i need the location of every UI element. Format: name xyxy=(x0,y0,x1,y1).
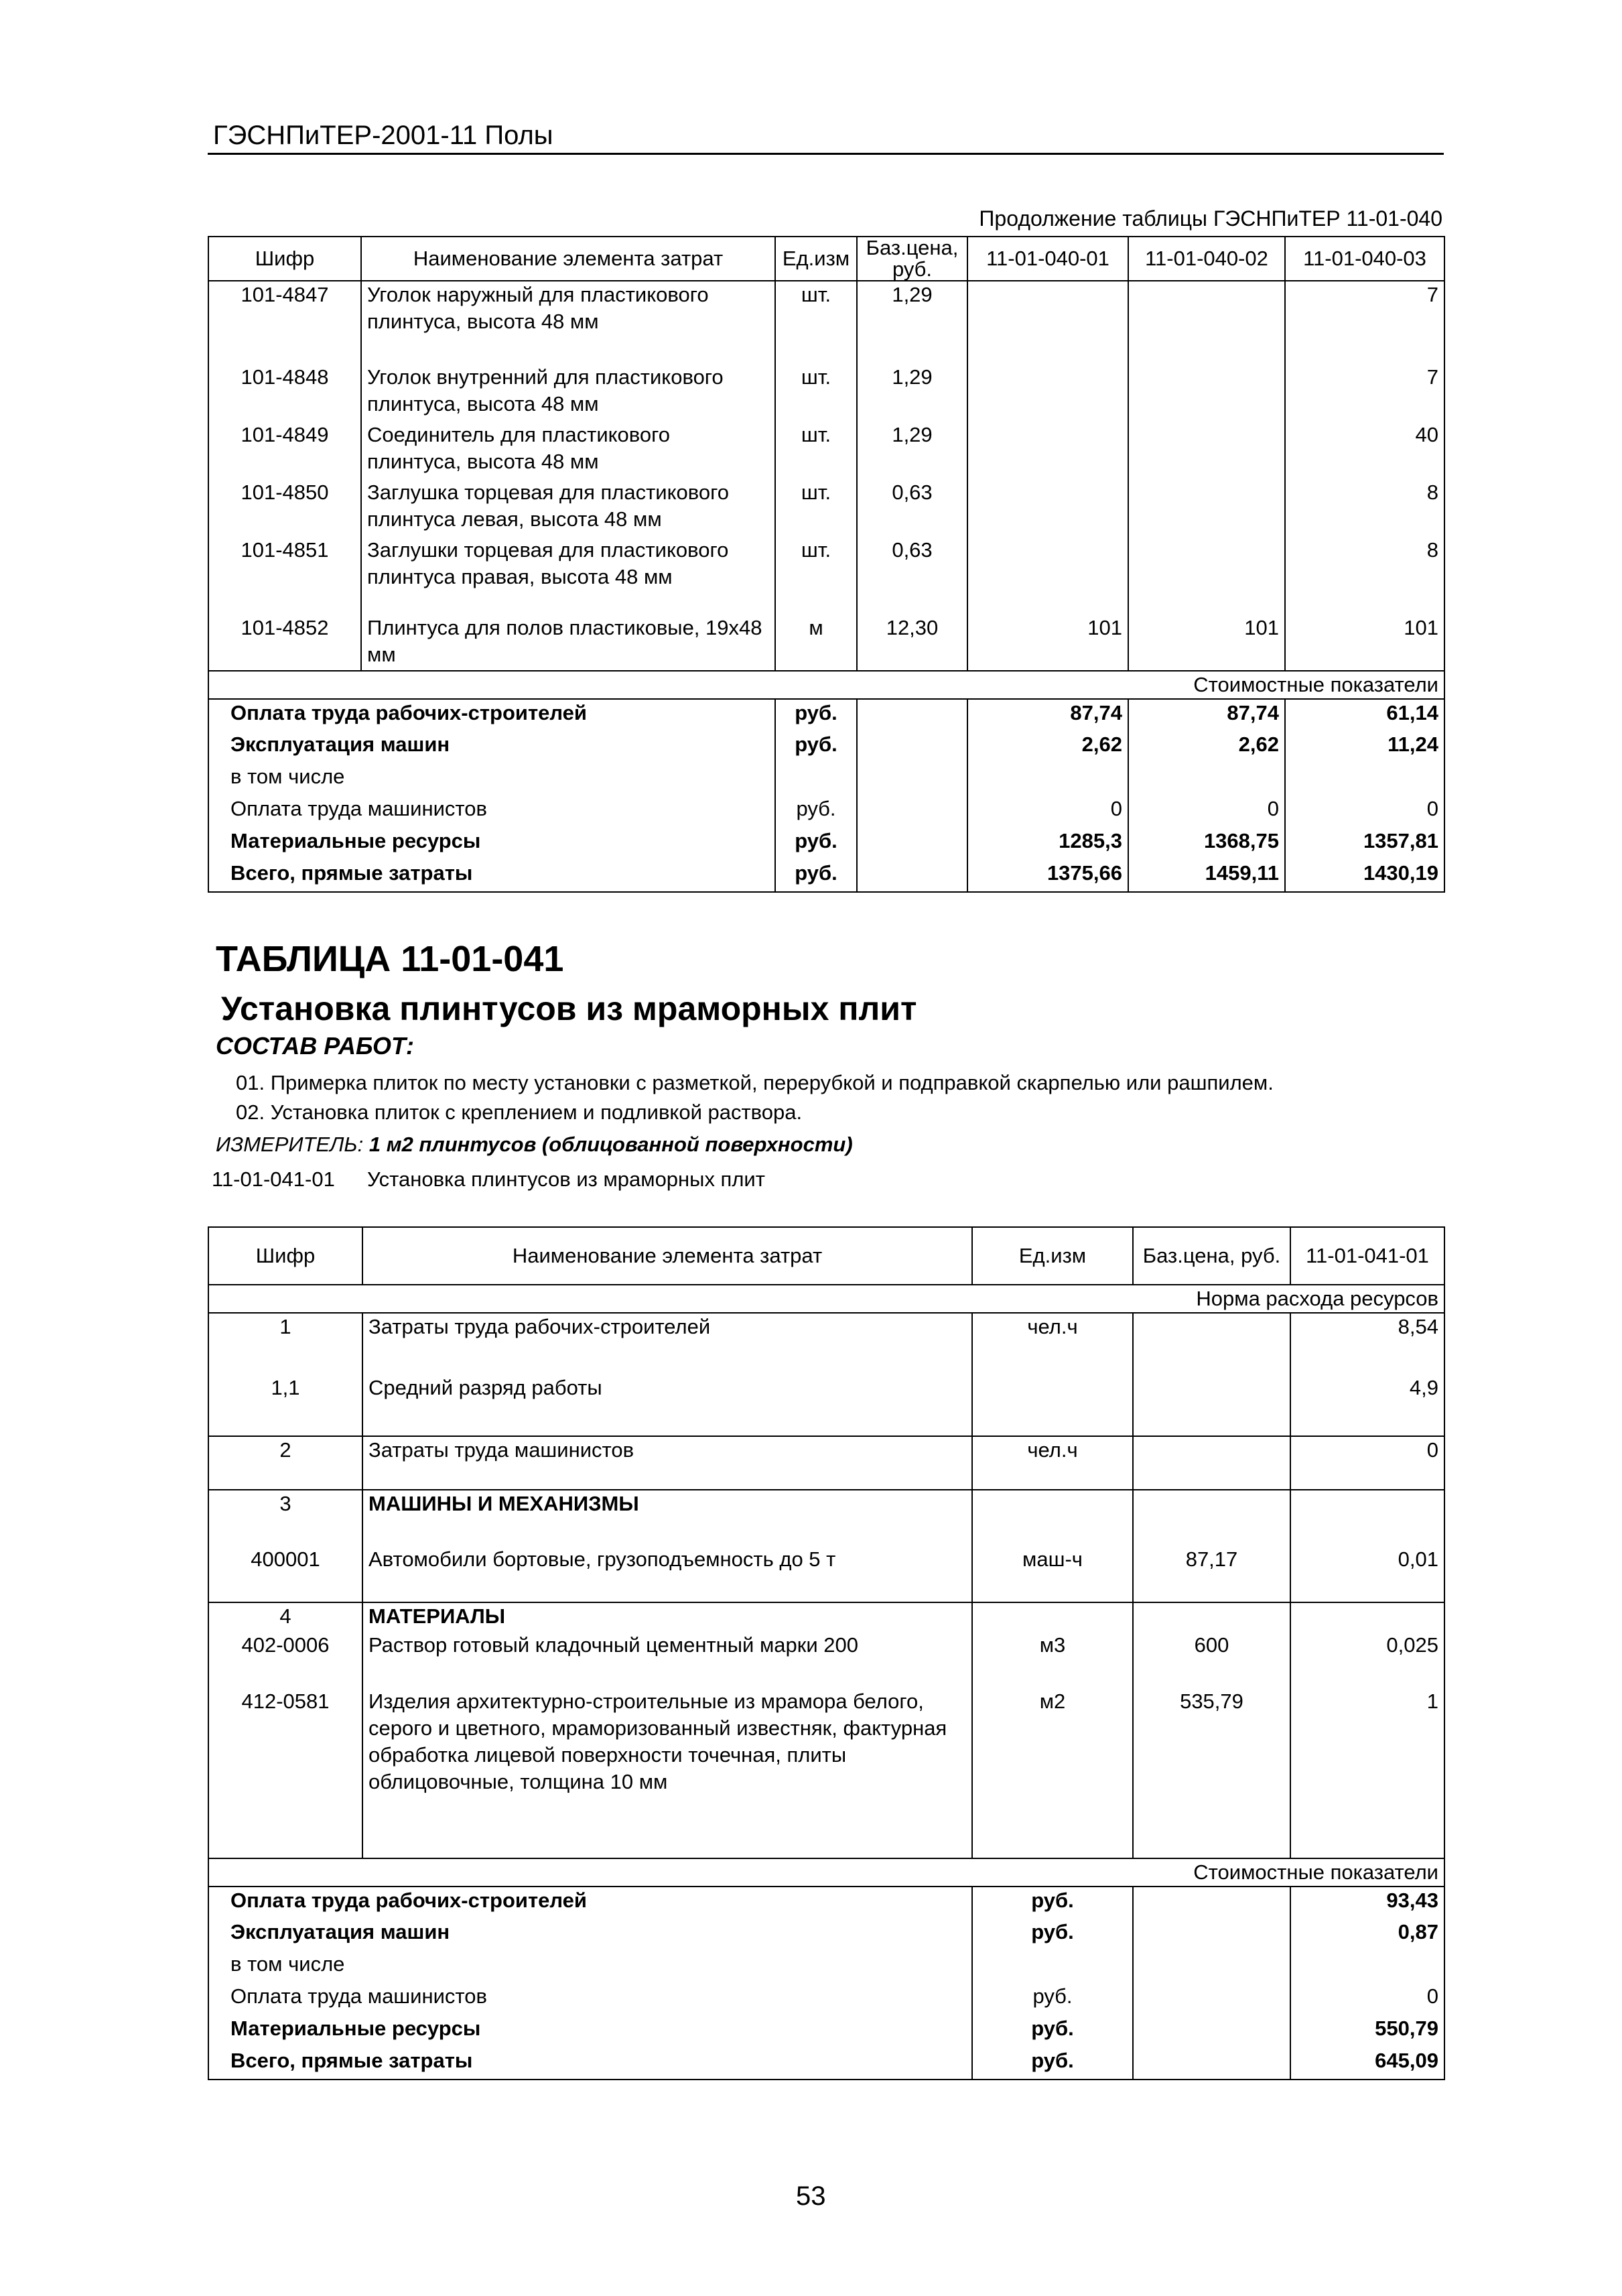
col-header-price: Баз.цена, руб. xyxy=(1133,1227,1290,1285)
work-item: 02. Установка плиток с креплением и подливкой раствора. xyxy=(236,1100,803,1124)
work-composition-title: СОСТАВ РАБОТ: xyxy=(216,1032,414,1060)
work-item: 01. Примерка плиток по месту установки с разметкой, перерубкой и подправкой скарпелью или рашпилем. xyxy=(236,1071,1274,1094)
cost-row: Эксплуатация машин руб. 0,87 xyxy=(208,1919,1444,1951)
col-header-041-01: 11-01-041-01 xyxy=(1290,1227,1444,1285)
table-row: 101-4851 Заглушки торцевая для пластикового плинтуса правая, высота 48 мм шт. 0,63 8 xyxy=(208,537,1444,615)
table-row: 2 Затраты труда машинистов чел.ч 0 xyxy=(208,1436,1444,1490)
cost-row: Оплата труда машинистов руб. 0 xyxy=(208,1983,1444,2015)
table-continuation-caption: Продолжение таблицы ГЭСНПиТЕР 11-01-040 xyxy=(979,206,1442,231)
measure-label: ИЗМЕРИТЕЛЬ: xyxy=(216,1133,364,1156)
col-header-unit: Ед.изм xyxy=(972,1227,1133,1285)
col-header-040-03: 11-01-040-03 xyxy=(1285,237,1444,281)
table-row: 402-0006 Раствор готовый кладочный цементный марки 200 м3 600 0,025 xyxy=(208,1632,1444,1688)
cost-indicators-header: Стоимостные показатели xyxy=(208,1858,1444,1887)
col-header-code: Шифр xyxy=(208,237,361,281)
col-header-040-02: 11-01-040-02 xyxy=(1128,237,1285,281)
table-row: 101-4849 Соединитель для пластикового плинтуса, высота 48 мм шт. 1,29 40 xyxy=(208,422,1444,479)
cost-row: Оплата труда машинистов руб. 0 0 0 xyxy=(208,795,1444,828)
table-row: 412-0581 Изделия архитектурно-строительные из мрамора белого, серого и цветного, мраморизованный известняк, фактурная обработка лицевой поверхности точечная, плиты облицовочные, толщина 10 мм м2 535,79 1 xyxy=(208,1688,1444,1858)
table-section-row: 4 МАТЕРИАЛЫ xyxy=(208,1602,1444,1632)
cost-row: Оплата труда рабочих-строителей руб. 93,43 xyxy=(208,1887,1444,1919)
measure-value: 1 м2 плинтусов (облицованной поверхности) xyxy=(368,1133,853,1156)
cost-row: Всего, прямые затраты руб. 645,09 xyxy=(208,2047,1444,2080)
resource-table-11-01-040 xyxy=(208,236,1445,893)
col-header-040-01: 11-01-040-01 xyxy=(967,237,1128,281)
measure-line xyxy=(216,1133,853,1157)
cost-row: Эксплуатация машин руб. 2,62 2,62 11,24 xyxy=(208,731,1444,763)
table-title: ТАБЛИЦА 11-01-041 xyxy=(216,939,564,979)
table-row: 101-4847 Уголок наружный для пластикового плинтуса, высота 48 мм шт. 1,29 7 xyxy=(208,281,1444,364)
header-rule xyxy=(208,153,1444,155)
table-row: 101-4848 Уголок внутренний для пластикового плинтуса, высота 48 мм шт. 1,29 7 xyxy=(208,364,1444,422)
cost-row: в том числе xyxy=(208,1951,1444,1983)
cost-row: в том числе xyxy=(208,763,1444,795)
page-number: 53 xyxy=(796,2181,826,2211)
section-name: Установка плинтусов из мраморных плит xyxy=(221,990,917,1027)
table-row: 1,1 Средний разряд работы 4,9 xyxy=(208,1375,1444,1436)
cost-row: Оплата труда рабочих-строителей руб. 87,74 87,74 61,14 xyxy=(208,699,1444,731)
col-header-code: Шифр xyxy=(208,1227,362,1285)
table-section-row: 3 МАШИНЫ И МЕХАНИЗМЫ xyxy=(208,1490,1444,1546)
col-header-unit: Ед.изм xyxy=(775,237,857,281)
norm-code: 11-01-041-01 xyxy=(212,1167,335,1191)
col-header-name: Наименование элемента затрат xyxy=(362,1227,972,1285)
resource-table-11-01-041 xyxy=(208,1226,1445,2080)
table-row: 400001 Автомобили бортовые, грузоподъемность до 5 т маш-ч 87,17 0,01 xyxy=(208,1546,1444,1602)
cost-row: Всего, прямые затраты руб. 1375,66 1459,11 1430,19 xyxy=(208,860,1444,892)
table-row: 101-4850 Заглушка торцевая для пластикового плинтуса левая, высота 48 мм шт. 0,63 8 xyxy=(208,479,1444,537)
col-header-name: Наименование элемента затрат xyxy=(361,237,775,281)
norm-code-description: Установка плинтусов из мраморных плит xyxy=(367,1167,765,1191)
table-row: 101-4852 Плинтуса для полов пластиковые, 19х48 мм м 12,30 101 101 101 xyxy=(208,615,1444,671)
page-header: ГЭСНПиТЕР-2001-11 Полы xyxy=(213,121,553,150)
table-row: 1 Затраты труда рабочих-строителей чел.ч 8,54 xyxy=(208,1313,1444,1375)
cost-row: Материальные ресурсы руб. 1285,3 1368,75 1357,81 xyxy=(208,828,1444,860)
cost-row: Материальные ресурсы руб. 550,79 xyxy=(208,2015,1444,2047)
cost-indicators-header: Стоимостные показатели xyxy=(208,671,1444,699)
norm-header: Норма расхода ресурсов xyxy=(208,1285,1444,1313)
col-header-price: Баз.цена, руб. xyxy=(857,237,967,281)
